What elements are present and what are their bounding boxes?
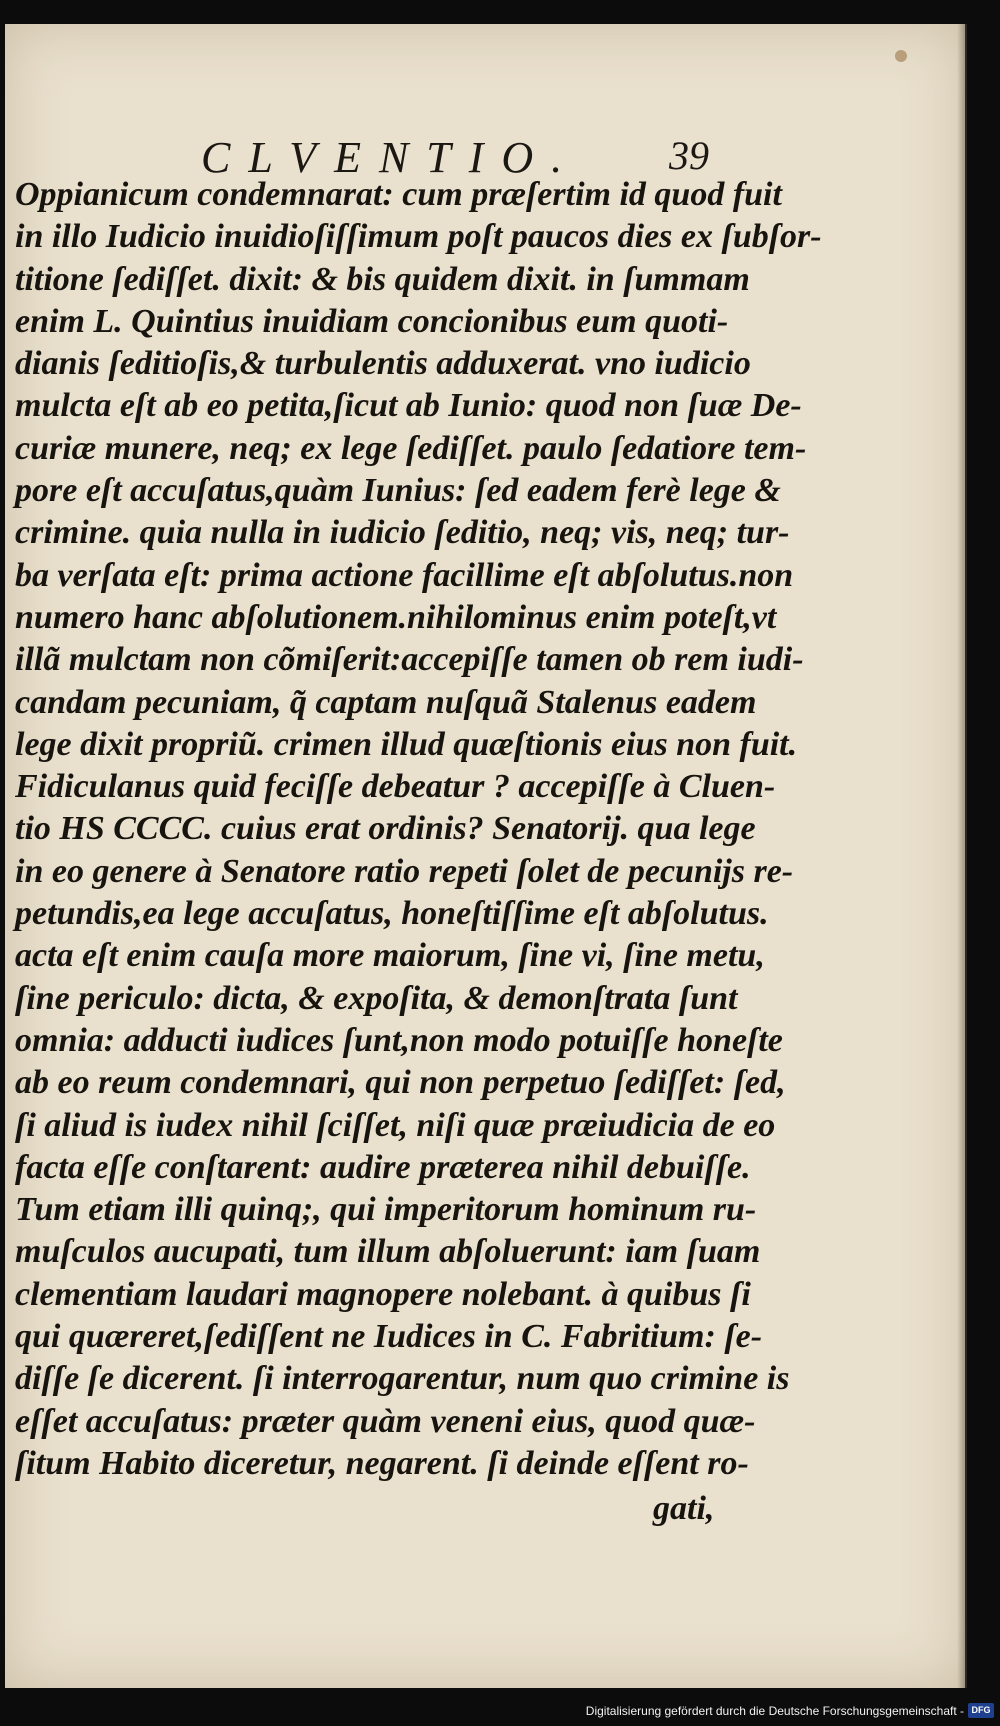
text-line: muſculos aucupati, tum illum abſoluerunt: iam ſuam bbox=[15, 1233, 761, 1271]
text-line: diſſe ſe dicerent. ſi interrogarentur, num quo crimine is bbox=[15, 1360, 790, 1398]
text-line: in eo genere à Senatore ratio repeti ſolet de pecunijs re- bbox=[15, 852, 794, 890]
text-line: mulcta eſt ab eo petita,ſicut ab Iunio: quod non ſuæ De- bbox=[15, 387, 802, 425]
text-line: facta eſſe conſtarent: audire præterea nihil debuiſſe. bbox=[15, 1148, 751, 1186]
running-head-title: CLVENTIO. bbox=[201, 133, 581, 182]
page-edge-shadow bbox=[957, 24, 965, 1688]
text-line: petundis,ea lege accuſatus, honeſtiſſime eſt abſolutus. bbox=[15, 895, 769, 933]
catchword: gati, bbox=[653, 1490, 715, 1527]
text-line: crimine. quia nulla in iudicio ſeditio, neq; vis, neq; tur- bbox=[15, 514, 790, 552]
text-line: ſi aliud is iudex nihil ſciſſet, niſi quæ præiudicia de eo bbox=[15, 1106, 776, 1144]
text-line: ſine periculo: dicta, & expoſita, & demonſtrata ſunt bbox=[15, 979, 738, 1017]
text-line: Oppianicum condemnarat: cum præſertim id quod fuit bbox=[15, 176, 782, 213]
text-line: lege dixit propriũ. crimen illud quæſtionis eius non fuit. bbox=[15, 725, 798, 763]
text-line: dianis ſeditioſis,& turbulentis adduxerat. vno iudicio bbox=[15, 345, 751, 383]
book-page bbox=[5, 24, 967, 1688]
text-line: clementiam laudari magnopere nolebant. à quibus ſi bbox=[15, 1275, 751, 1313]
text-line: in illo Iudicio inuidioſiſſimum poſt paucos dies ex ſubſor- bbox=[15, 218, 822, 256]
paper-stain bbox=[895, 50, 907, 62]
text-line: ab eo reum condemnari, qui non perpetuo ſediſſet: ſed, bbox=[15, 1064, 786, 1102]
text-line: candam pecuniam, q̃ captam nuſquã Stalenus eadem bbox=[15, 683, 757, 721]
text-line: pore eſt accuſatus,quàm Iunius: ſed eadem ferè lege & bbox=[15, 472, 781, 510]
text-line: curiæ munere, neq; ex lege ſediſſet. paulo ſedatiore tem- bbox=[15, 429, 807, 467]
digitization-footer bbox=[0, 1698, 1000, 1726]
text-line: Fidiculanus quid feciſſe debeatur ? accepiſſe à Cluen- bbox=[15, 768, 776, 806]
funding-credit: Digitalisierung gefördert durch die Deutsche Forschungsgemeinschaft - bbox=[585, 1704, 964, 1718]
text-line: tio HS CCCC. cuius erat ordinis? Senatorij. qua lege bbox=[15, 810, 756, 848]
text-line: qui quæreret,ſediſſent ne Iudices in C. Fabritium: ſe- bbox=[15, 1318, 763, 1356]
page-number: 39 bbox=[669, 133, 709, 178]
text-line: Tum etiam illi quinq;, qui imperitorum hominum ru- bbox=[15, 1191, 757, 1229]
text-line: eſſet accuſatus: præter quàm veneni eius, quod quæ- bbox=[15, 1402, 756, 1440]
text-line: titione ſediſſet. dixit: & bis quidem dixit. in ſummam bbox=[15, 260, 750, 298]
dfg-logo: DFG bbox=[968, 1703, 994, 1718]
text-line: ba verſata eſt: prima actione facillime eſt abſolutus.non bbox=[15, 556, 794, 594]
text-line: enim L. Quintius inuidiam concionibus eum quoti- bbox=[15, 302, 729, 340]
text-line: acta eſt enim cauſa more maiorum, ſine vi, ſine metu, bbox=[15, 937, 765, 975]
text-line: omnia: adducti iudices ſunt,non modo potuiſſe honeſte bbox=[15, 1021, 783, 1059]
running-head bbox=[5, 112, 965, 182]
body-text bbox=[15, 174, 822, 1485]
text-line: ſitum Habito diceretur, negarent. ſi deinde eſſent ro- bbox=[15, 1444, 749, 1482]
text-line: illã mulctam non cõmiſerit:accepiſſe tamen ob rem iudi- bbox=[15, 641, 804, 679]
text-line: numero hanc abſolutionem.nihilominus enim poteſt,vt bbox=[15, 598, 777, 636]
